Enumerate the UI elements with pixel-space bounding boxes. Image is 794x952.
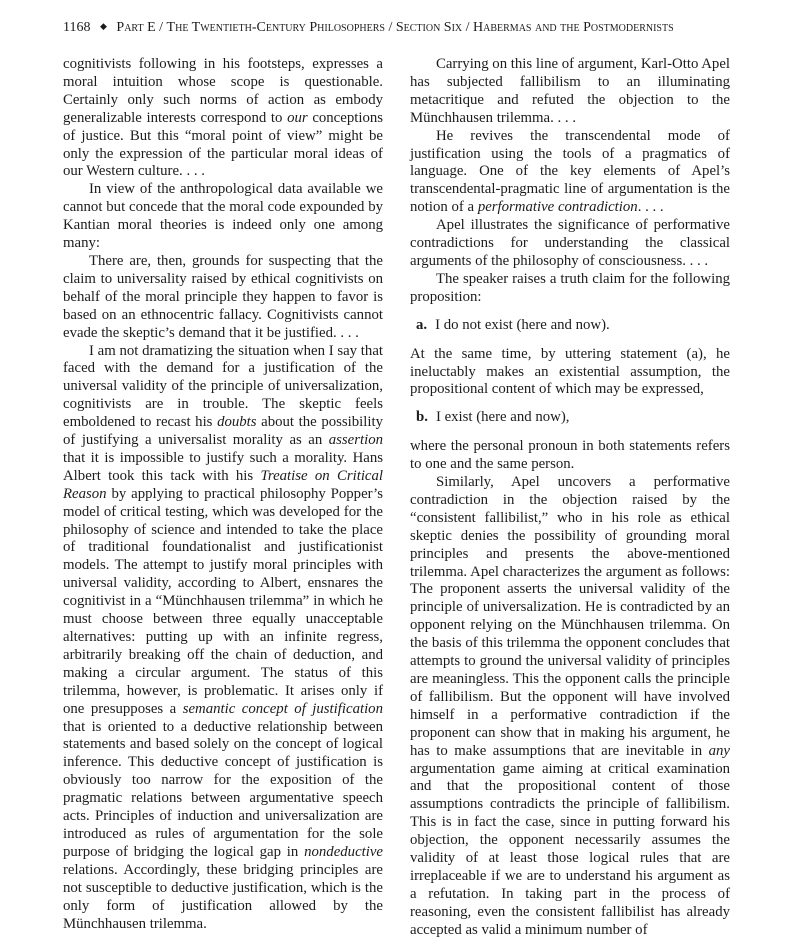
text-run: I am not dramatizing the situation when I say that faced with the demand for a justification of the universal validity of the principle of universalization, cognitivists are in trouble. The skeptic feels emboldened to recast his <box>63 342 383 431</box>
paragraph <box>63 56 383 181</box>
diamond-ornament-icon: ◆ <box>99 21 107 31</box>
text-run: relations. Accordingly, these bridging principles are not susceptible to deductive justification, which is the only form of justification allowed by the Münchhausen trilemma. <box>63 861 383 932</box>
header-section-title: Habermas and the Postmodernists <box>473 20 674 35</box>
header-separator: / <box>465 20 470 35</box>
emphasis: performative contradiction <box>477 199 638 216</box>
paragraph: In view of the anthropological data available we cannot but concede that the moral code expounded by Kantian moral theories is indeed only one among many: <box>63 181 383 252</box>
proposition-text: I do not exist (here and now). <box>435 316 610 333</box>
header-section: Section Six <box>395 20 463 35</box>
text-run: argumentation game aiming at critical examination and that the propositional content of those assumptions contradicts the principle of fallibilism. This is in fact the case, since in putting forward his objection, the opponent necessarily assumes the validity of at least those logical rules that are irreplaceable if we are to understand his argument as a refutation. In taking part in the process of reasoning, even the consistent fallibilist has already accepted as valid a minimum number of <box>410 760 730 938</box>
proposition-label: b. <box>416 409 428 426</box>
left-column <box>63 56 383 933</box>
paragraph <box>63 343 383 934</box>
emphasis: any <box>708 742 730 759</box>
text-run: about the possibility of justifying a universalist morality as an <box>63 414 383 449</box>
text-run: that it is impossible to justify such a morality. Hans Albert took this tack with his <box>63 449 383 484</box>
text-run: cognitivists following in his footsteps, expresses a moral intuition whose scope is questionable. Certainly only such norms of action as embody generalizable interests correspond to <box>63 56 383 126</box>
text-run: by applying to practical philosophy Popper’s model of critical testing, which was developed for the philosophy of science and intended to take the place of traditional foundationalist and justificationist models. The attempt to justify moral principles with universal validity, according to Albert, ensnares the cognitivist in a “Münchhausen trilemma” in which he must choose between three equally unacceptable alternatives: putting up with an infinite regress, arbitrarily breaking off the chain of deduction, and making a circular argument. The status of this trilemma, however, is problematic. It arises only if one presupposes a <box>63 485 383 717</box>
paragraph: Carrying on this line of argument, Karl-Otto Apel has subjected fallibilism to an illuminating metacritique and refuted the objection to the Münchhausen trilemma. . . . <box>410 56 730 126</box>
running-header <box>63 17 743 37</box>
paragraph: At the same time, by uttering statement (a), he ineluctably makes an existential assumption, the propositional content of which may be expressed, <box>410 345 730 398</box>
paragraph <box>410 474 730 940</box>
header-separator: / <box>159 20 164 35</box>
paragraph: The speaker raises a truth claim for the following proposition: <box>410 270 730 305</box>
text-run: He revives the transcendental mode of justification using the tools of a pragmatics of language. One of the key elements of Apel’s transcendental-pragmatic line of argumentation is the notion of a <box>410 127 730 216</box>
paragraph: Apel illustrates the significance of performative contradictions for understanding the classical arguments of the philosophy of consciousness. . . . <box>410 217 730 269</box>
paragraph: where the personal pronoun in both statements refers to one and the same person. <box>410 438 730 473</box>
header-part: Part E <box>116 20 156 35</box>
emphasis: nondeductive <box>304 843 383 860</box>
right-column <box>410 56 730 940</box>
text-run: . . . . <box>637 199 664 216</box>
emphasis: semantic concept of justification <box>182 700 383 717</box>
text-run: Similarly, Apel uncovers a performative contradiction in the objection raised by the “consistent fallibilist,” who in his role as ethical skeptic denies the possibility of grounding moral principles and presents the above-mentioned trilemma. Apel characterizes the argument as follows: The proponent asserts the universal validity of the principle of universalization. He is contradicted by an opponent relying on the Münchhausen trilemma. On the basis of this trilemma the opponent concludes that attempts to ground the universal validity of principles are meaningless. This the opponent calls the principle of fallibilism. But the opponent will have involved himself in a performative contradiction if the proponent can show that in making his argument, he has to make assumptions that are inevitable in <box>410 474 730 759</box>
page-number: 1168 <box>63 20 91 35</box>
emphasis: our <box>287 109 308 126</box>
proposition-text: I exist (here and now), <box>435 409 570 426</box>
emphasis: doubts <box>217 414 257 431</box>
book-title-emphasis: Treatise on Critical Reason <box>63 467 384 502</box>
proposition-a <box>416 317 730 335</box>
header-separator: / <box>388 20 393 35</box>
emphasis: assertion <box>328 432 383 449</box>
proposition-label: a. <box>416 316 428 333</box>
paragraph <box>410 128 730 218</box>
text-run: conceptions of justice. But this “moral point of view” might be only the expression of the particular moral ideas of our Western culture. . . . <box>63 109 383 180</box>
header-book-title: The Twentieth-Century Philosophers <box>166 20 385 35</box>
text-run: that is oriented to a deductive relationship between statements and based solely on the concept of logical inference. This deductive concept of justification is obviously too narrow for the exposition of the pragmatic relations between argumentative speech acts. Principles of induction and universalization are introduced as rules of argumentation for the sole purpose of bridging the logical gap in <box>63 718 383 860</box>
proposition-b <box>416 409 730 427</box>
paragraph: There are, then, grounds for suspecting that the claim to universality raised by ethical cognitivists on behalf of the moral principle they happen to favor is based on an ethnocentric fallacy. Cognitivists cannot evade the skeptic’s demand that it be justified. . . . <box>63 252 383 341</box>
